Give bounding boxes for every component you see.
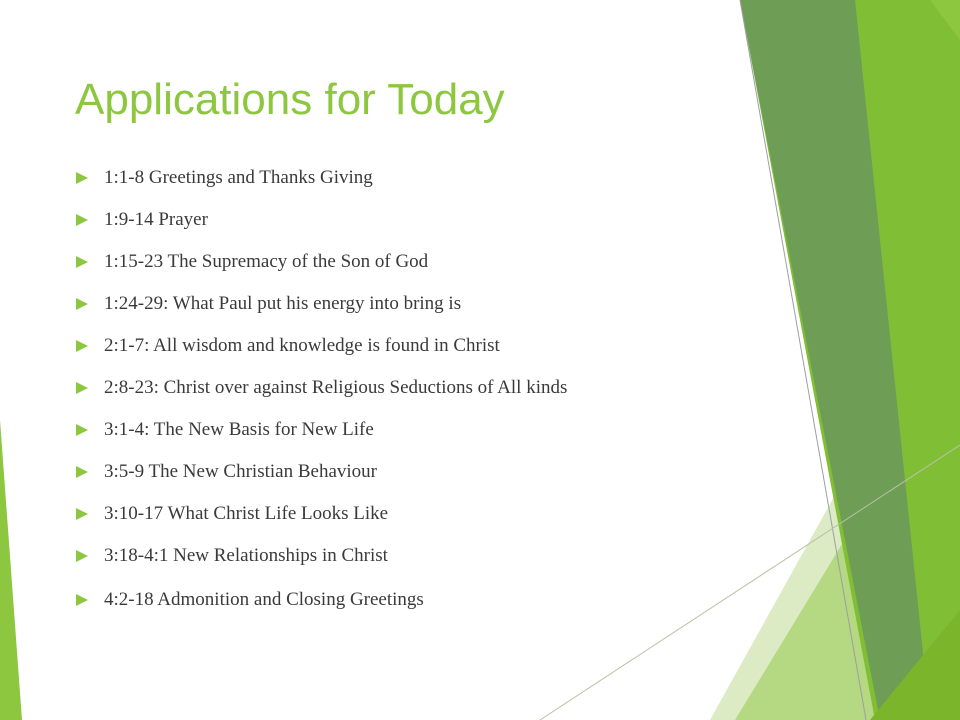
bullet-text: 1:1-8 Greetings and Thanks Giving (104, 167, 373, 188)
arrowhead-right-icon (76, 214, 88, 226)
arrowhead-right-icon (76, 256, 88, 268)
list-item (76, 241, 567, 283)
bullet-text: 2:8-23: Christ over against Religious Seductions of All kinds (104, 377, 568, 398)
list-item (76, 325, 567, 367)
bullet-text: 3:5-9 The New Christian Behaviour (104, 461, 377, 482)
arrowhead-right-icon (76, 340, 88, 352)
list-item (76, 199, 567, 241)
arrowhead-right-icon (76, 550, 88, 562)
arrowhead-right-icon (76, 298, 88, 310)
list-item (76, 367, 567, 409)
bullet-text: 3:18-4:1 New Relationships in Christ (104, 545, 388, 566)
slide-title: Applications for Today (75, 75, 505, 124)
bullet-text: 3:1-4: The New Basis for New Life (104, 419, 374, 440)
bullet-list (76, 157, 567, 623)
bullet-text: 1:24-29: What Paul put his energy into bring is (104, 293, 462, 314)
bullet-text: 1:15-23 The Supremacy of the Son of God (104, 251, 429, 272)
bullet-text: 4:2-18 Admonition and Closing Greetings (104, 589, 424, 610)
bullet-text: 2:1-7: All wisdom and knowledge is found in Christ (104, 335, 500, 356)
list-item (76, 451, 567, 493)
list-item (76, 493, 567, 535)
arrowhead-right-icon (76, 466, 88, 478)
arrowhead-right-icon (76, 508, 88, 520)
list-item (76, 577, 567, 623)
arrowhead-right-icon (76, 424, 88, 436)
bullet-text: 3:10-17 What Christ Life Looks Like (104, 503, 389, 524)
list-item (76, 535, 567, 577)
left-green-strip (0, 420, 22, 720)
arrowhead-right-icon (76, 382, 88, 394)
list-item (76, 157, 567, 199)
arrowhead-right-icon (76, 172, 88, 184)
list-item (76, 409, 567, 451)
list-item (76, 283, 567, 325)
arrowhead-right-icon (76, 594, 88, 606)
bullet-text: 1:9-14 Prayer (104, 209, 208, 230)
